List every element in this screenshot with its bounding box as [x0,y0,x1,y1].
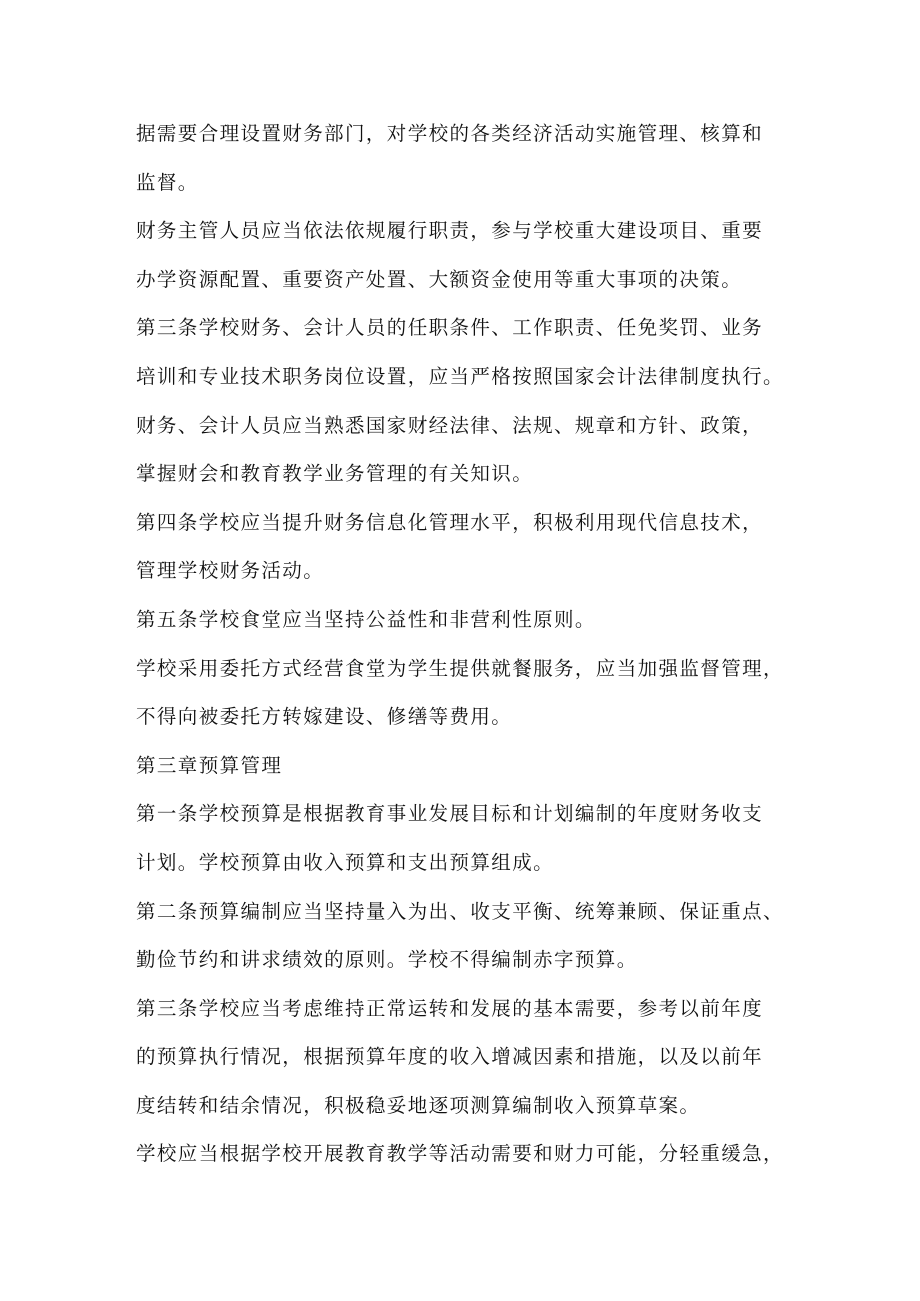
section-heading: 第三章预算管理 [136,753,283,777]
text-line: 学校采用委托方式经营食堂为学生提供就餐服务，应当加强监督管理， [136,656,784,680]
text-line: 第一条学校预算是根据教育事业发展目标和计划编制的年度财务收支 [136,802,764,826]
text-line: 第三条学校财务、会计人员的任职条件、工作职责、任免奖罚、业务 [136,316,764,340]
text-line: 学校应当根据学校开展教育教学等活动需要和财力可能，分轻重缓急， [136,1142,784,1166]
text-line: 第五条学校食堂应当坚持公益性和非营利性原则。 [136,607,596,631]
text-line: 勤俭节约和讲求绩效的原则。学校不得编制赤字预算。 [136,948,638,972]
text-line: 培训和专业技术职务岗位设置，应当严格按照国家会计法律制度执行。 [136,364,784,388]
text-line: 第二条预算编制应当坚持量入为出、收支平衡、统筹兼顾、保证重点、 [136,899,784,923]
text-line: 财务、会计人员应当熟悉国家财经法律、法规、规章和方针、政策， [136,413,764,437]
text-line: 办学资源配置、重要资产处置、大额资金使用等重大事项的决策。 [136,267,743,291]
text-line: 监督。 [136,170,199,194]
text-line: 的预算执行情况，根据预算年度的收入增减因素和措施，以及以前年 [136,1045,764,1069]
text-line: 不得向被委托方转嫁建设、修缮等费用。 [136,705,513,729]
text-line: 管理学校财务活动。 [136,559,325,583]
text-line: 财务主管人员应当依法依规履行职责，参与学校重大建设项目、重要 [136,219,764,243]
text-line: 第三条学校应当考虑维持正常运转和发展的基本需要，参考以前年度 [136,996,764,1020]
text-line: 第四条学校应当提升财务信息化管理水平，积极利用现代信息技术， [136,510,764,534]
text-line: 计划。学校预算由收入预算和支出预算组成。 [136,850,555,874]
text-line: 据需要合理设置财务部门，对学校的各类经济活动实施管理、核算和 [136,122,764,145]
text-line: 掌握财会和教育教学业务管理的有关知识。 [136,462,534,486]
text-line: 度结转和结余情况，积极稳妥地逐项测算编制收入预算草案。 [136,1093,701,1117]
document-body [136,110,816,1179]
